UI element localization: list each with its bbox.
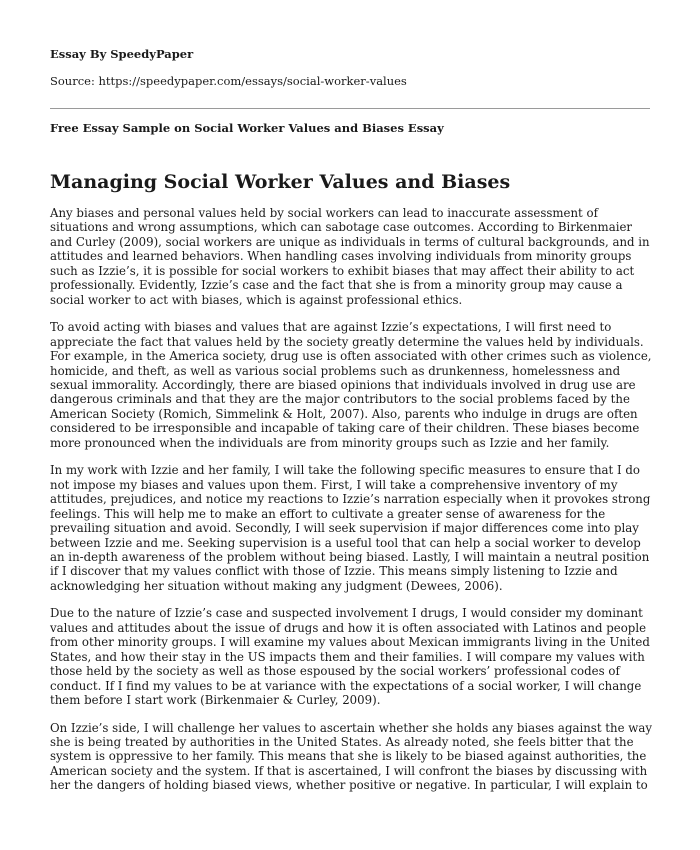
essay-body xyxy=(50,206,655,806)
source-line: Source: https://speedypaper.com/essays/social-worker-values xyxy=(50,74,407,88)
paragraph-5: On Izzie’s side, I will challenge her values to ascertain whether she holds any biases against the way she is being treated by authorities in the United States. As already noted, she feels bitter that the system is oppressive to her family. This means that she is likely to be biased against authorities, the American society and the system. If that is ascertained, I will confront the biases by discussing with her the dangers of holding biased views, whether positive or negative. In particular, I will explain to xyxy=(50,720,652,793)
brand-heading: Essay By SpeedyPaper xyxy=(50,47,194,61)
essay-subtitle: Free Essay Sample on Social Worker Values and Biases Essay xyxy=(50,121,444,135)
paragraph-3: In my work with Izzie and her family, I will take the following specific measures to ensure that I do not impose my biases and values upon them. First, I will take a comprehensive inventory of my attitudes, prejudices, and notice my reactions to Izzie’s narration especially when it provokes strong feelings. This will help me to make an effort to cultivate a greater sense of awareness for the prevailing situation and avoid. Secondly, I will seek supervision if major differences come into play between Izzie and me. Seeking supervision is a useful tool that can help a social worker to develop an in-depth awareness of the problem without being biased. Lastly, I will maintain a neutral position if I discover that my values conflict with those of Izzie. This means simply listening to Izzie and acknowledging her situation without making any judgment (Dewees, 2006). xyxy=(50,463,651,593)
essay-title: Managing Social Worker Values and Biases xyxy=(50,171,511,193)
paragraph-2: To avoid acting with biases and values that are against Izzie’s expectations, I will first need to appreciate the fact that values held by the society greatly determine the values held by individuals. For example, in the America society, drug use is often associated with other crimes such as violence, homicide, and theft, as well as various social problems such as drunkenness, homelessness and sexual immorality. Accordingly, there are biased opinions that individuals involved in drug use are dangerous criminals and that they are the major contributors to the social problems faced by the American Society (Romich, Simmelink & Holt, 2007). Also, parents who indulge in drugs are often considered to be irresponsible and incapable of taking care of their children. These biases become more pronounced when the individuals are from minority groups such as Izzie and her family. xyxy=(50,320,652,450)
paragraph-1: Any biases and personal values held by social workers can lead to inaccurate assessment of situations and wrong assumptions, which can sabotage case outcomes. According to Birkenmaier and Curley (2009), social workers are unique as individuals in terms of cultural backgrounds, and in attitudes and learned behaviors. When handling cases involving individuals from minority groups such as Izzie’s, it is possible for social workers to exhibit biases that may affect their ability to act professionally. Evidently, Izzie’s case and the fact that she is from a minority group may cause a social worker to act with biases, which is against professional ethics. xyxy=(50,206,650,307)
paragraph-4: Due to the nature of Izzie’s case and suspected involvement I drugs, I would consider my dominant values and attitudes about the issue of drugs and how it is often associated with Latinos and people from other minority groups. I will examine my values about Mexican immigrants living in the United States, and how their stay in the US impacts them and their families. I will compare my values with those held by the society as well as those espoused by the social workers’ professional codes of conduct. If I find my values to be at variance with the expectations of a social worker, I will change them before I start work (Birkenmaier & Curley, 2009). xyxy=(50,606,650,708)
header-divider xyxy=(50,108,650,109)
